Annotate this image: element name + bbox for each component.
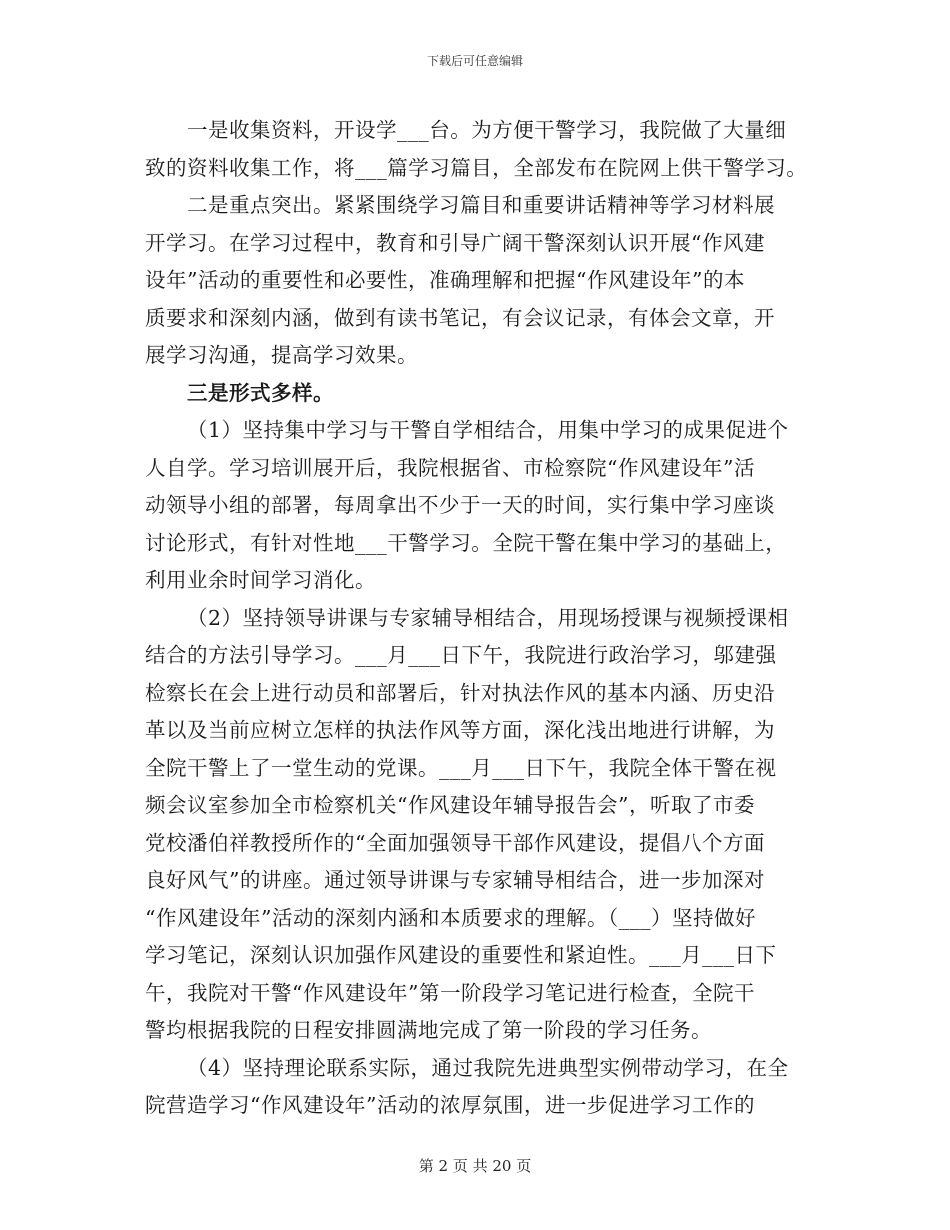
text-line: 学习笔记，深刻认识加强作风建设的重要性和紧迫性。___月___日下 xyxy=(145,943,777,967)
text-line: （1）坚持集中学习与干警自学相结合，用集中学习的成果促进个 xyxy=(187,418,789,442)
page-header: 下载后可任意编辑 xyxy=(426,54,523,68)
text-line: 一是收集资料，开设学___台。为方便干警学习，我院做了大量细 xyxy=(187,118,787,142)
text-line: “作风建设年”活动的深刻内涵和本质要求的理解。（___）坚持做好 xyxy=(145,905,756,930)
document-body xyxy=(145,112,825,1125)
body-paragraph xyxy=(145,600,825,1050)
text-line: 动领导小组的部署，每周拿出不少于一天的时间，实行集中学习座谈 xyxy=(145,493,775,517)
text-line: 人自学。学习培训展开后，我院根据省、市检察院“作风建设年”活 xyxy=(145,455,755,480)
text-line: 开学习。在学习过程中，教育和引导广阔干警深刻认识开展“作风建 xyxy=(145,230,765,255)
text-line: 良好风气”的讲座。通过领导讲课与专家辅导相结合，进一步加深对 xyxy=(145,868,765,892)
text-line: 二是重点突出。紧紧围绕学习篇目和重要讲话精神等学习材料展 xyxy=(187,193,775,217)
text-line: 频会议室参加全市检察机关“作风建设年辅导报告会”，听取了市委 xyxy=(145,793,755,817)
text-line: 利用业余时间学习消化。 xyxy=(145,568,376,592)
text-line: 全院干警上了一堂生动的党课。___月___日下午，我院全体干警在视 xyxy=(145,755,777,780)
text-line: 设年”活动的重要性和必要性，准确理解和把握“作风建设年”的本 xyxy=(145,268,745,292)
body-paragraph xyxy=(145,187,825,375)
page-footer: 第 2 页 共 20 页 xyxy=(418,1157,532,1175)
section-heading xyxy=(145,375,825,413)
text-line: （2）坚持领导讲课与专家辅导相结合，用现场授课与视频授课相 xyxy=(187,605,789,630)
text-line: 警均根据我院的日程安排圆满地完成了第一阶段的学习任务。 xyxy=(145,1018,712,1042)
text-line: 质要求和深刻内涵，做到有读书笔记，有会议记录，有体会文章，开 xyxy=(145,305,775,330)
body-paragraph xyxy=(145,1050,825,1125)
text-line: 致的资料收集工作，将___篇学习篇目，全部发布在院网上供干警学习。 xyxy=(145,155,808,180)
text-line: 结合的方法引导学习。___月___日下午，我院进行政治学习，邬建强 xyxy=(145,643,777,667)
text-line: 讨论形式，有针对性地___干警学习。全院干警在集中学习的基础上， xyxy=(145,530,787,555)
body-paragraph xyxy=(145,412,825,600)
text-line: 三是形式多样。 xyxy=(187,380,334,405)
text-line: 党校潘伯祥教授所作的“全面加强领导干部作风建设，提倡八个方面 xyxy=(145,830,765,855)
text-line: 院营造学习“作风建设年”活动的浓厚氛围，进一步促进学习工作的 xyxy=(145,1093,755,1117)
text-line: 革以及当前应树立怎样的执法作风等方面，深化浅出地进行讲解，为 xyxy=(145,718,775,742)
body-paragraph xyxy=(145,112,825,187)
text-line: 检察长在会上进行动员和部署后，针对执法作风的基本内涵、历史沿 xyxy=(145,680,775,705)
text-line: 午，我院对干警“作风建设年”第一阶段学习笔记进行检查，全院干 xyxy=(145,980,755,1005)
text-line: 展学习沟通，提高学习效果。 xyxy=(145,343,418,367)
text-line: （4）坚持理论联系实际，通过我院先进典型实例带动学习，在全 xyxy=(187,1055,789,1080)
